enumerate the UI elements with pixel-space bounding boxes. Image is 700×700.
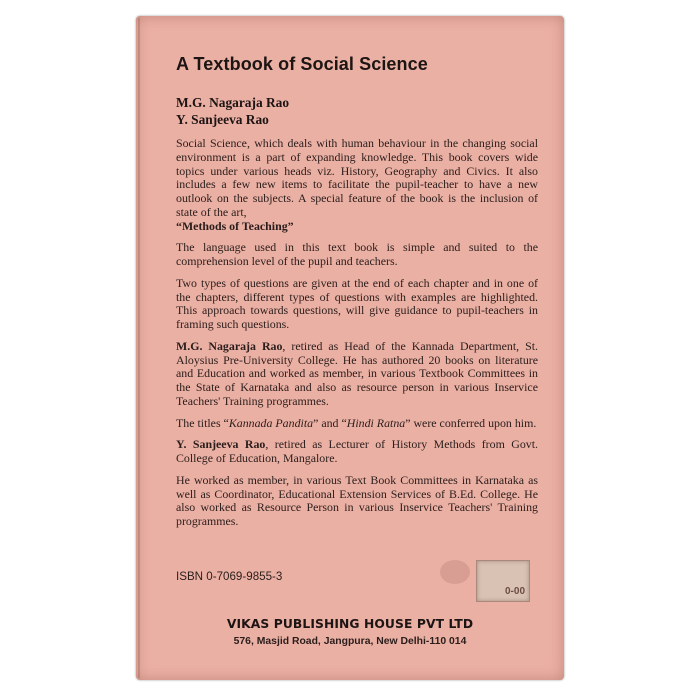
author-name: Y. Sanjeeva Rao [176, 112, 269, 127]
titles-text: The titles “ [176, 415, 229, 430]
isbn: ISBN 0-7069-9855-3 [176, 570, 283, 583]
titles-text: ” and “ [313, 415, 347, 430]
price-sticker-text: 0-00 [504, 586, 525, 597]
title-hindi-ratna: Hindi Ratna [346, 415, 406, 430]
publisher-name: VIKAS PUBLISHING HOUSE PVT LTD [226, 617, 474, 631]
author2-bio [176, 438, 538, 466]
spine-edge [138, 18, 140, 678]
blurb-p1: Social Science, which deals with human behaviour in the changing social environment is a part of expanding knowledge. This book covers wide topics under various heads viz. History, Geography and Civics. It also includes a few new items to facilitate the pupil-teacher to have a new outlook on the subjects. A special feature of the book is the inclusion of state of the art, [176, 136, 538, 219]
author1-titles [176, 417, 538, 431]
blurb-paragraph [176, 137, 538, 233]
author-name: M.G. Nagaraja Rao [176, 95, 290, 110]
price-sticker [476, 560, 530, 602]
blurb-p2: The language used in this text book is simple and suited to the comprehension level of the pupil and teachers. [176, 240, 538, 268]
blurb-p3: Two types of questions are given at the end of each chapter and in one of the chapters, different types of questions with examples are highlighted. This approach towards questions, will give guidance to pupil-teachers in framing such questions. [176, 275, 538, 331]
publisher-address: 576, Masjid Road, Jangpura, New Delhi-110 014 [233, 636, 467, 647]
titles-text: ” were conferred upon him. [405, 415, 537, 430]
author2-bio-text: , retired as Lecturer of History Methods from Govt. College of Education, Mangalore. [176, 437, 538, 465]
book-title: A Textbook of Social Science [176, 54, 428, 74]
blurb-text [176, 137, 538, 537]
author1-bio-text: , retired as Head of the Kannada Department, St. Aloysius Pre-University College. He has authored 20 books on literature and Education and worked as member, in various Textbook Committees in the State of Karnataka and also as resource person in various Inservice Teachers' Training programmes. [176, 338, 538, 408]
cover-stain [440, 560, 470, 584]
author-list [176, 94, 289, 128]
author1-name: M.G. Nagaraja Rao [176, 338, 283, 353]
author2-bio-more: He worked as member, in various Text Book Committees in Karnataka as well as Coordinator, Educational Extension Services of B.Ed. College. He also worked as Resource Person in various Inservice Teachers' Training programmes. [176, 472, 538, 528]
title-kannada-pandita: Kannada Pandita [228, 415, 314, 430]
author1-bio [176, 340, 538, 409]
author2-name: Y. Sanjeeva Rao [176, 437, 266, 452]
blurb-emphasis: “Methods of Teaching” [176, 218, 294, 233]
